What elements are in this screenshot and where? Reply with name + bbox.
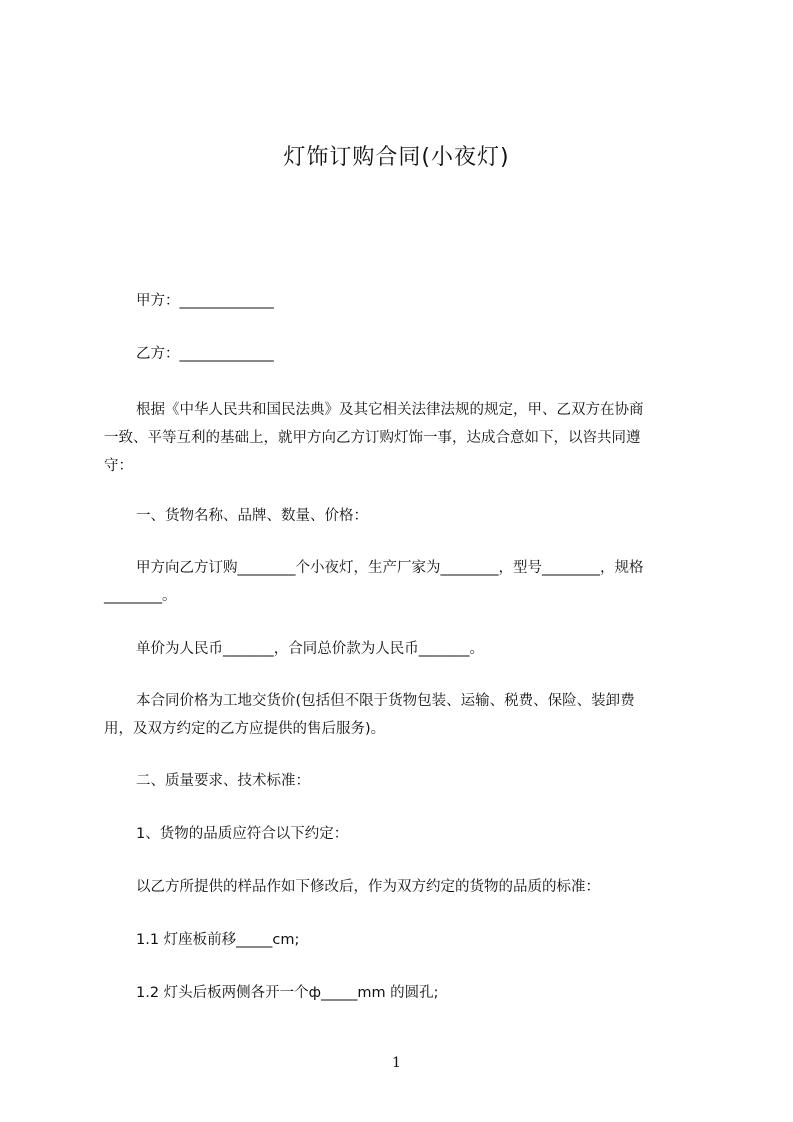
page-number: 1 xyxy=(392,1055,401,1071)
unit-price-line: 单价为人民币_______，合同总价款为人民币_______。 xyxy=(136,641,484,657)
preamble-line-1: 根据《中华人民共和国民法典》及其它相关法律法规的规定，甲、乙双方在协商 xyxy=(136,402,644,418)
party-b-line: 乙方：_____________ xyxy=(136,346,274,362)
preamble-line-3: 守： xyxy=(104,458,133,474)
document-title: 灯饰订购合同(小夜灯) xyxy=(283,145,510,170)
order-line-2: ________。 xyxy=(104,588,177,604)
order-line-1: 甲方向乙方订购________个小夜灯，生产厂家为________，型号________，规格 xyxy=(136,560,644,576)
preamble-line-2: 一致、平等互利的基础上，就甲方向乙方订购灯饰一事，达成合意如下，以咨共同遵 xyxy=(104,430,641,446)
clause-1: 1、货物的品质应符合以下约定： xyxy=(136,826,349,842)
clause-1-intro: 以乙方所提供的样品作如下修改后，作为双方约定的货物的品质的标准： xyxy=(136,879,600,895)
clause-1-1: 1.1 灯座板前移_____cm; xyxy=(136,932,300,948)
section-2-heading: 二、质量要求、技术标准： xyxy=(136,773,310,789)
section-1-heading: 一、货物名称、品牌、数量、价格： xyxy=(136,508,368,524)
price-terms-line-1: 本合同价格为工地交货价(包括但不限于货物包装、运输、税费、保险、装卸费 xyxy=(136,693,635,709)
clause-1-2: 1.2 灯头后板两侧各开一个ф_____mm 的圆孔; xyxy=(136,985,439,1001)
party-a-line: 甲方：_____________ xyxy=(136,293,274,309)
price-terms-line-2: 用，及双方约定的乙方应提供的售后服务)。 xyxy=(104,721,386,737)
